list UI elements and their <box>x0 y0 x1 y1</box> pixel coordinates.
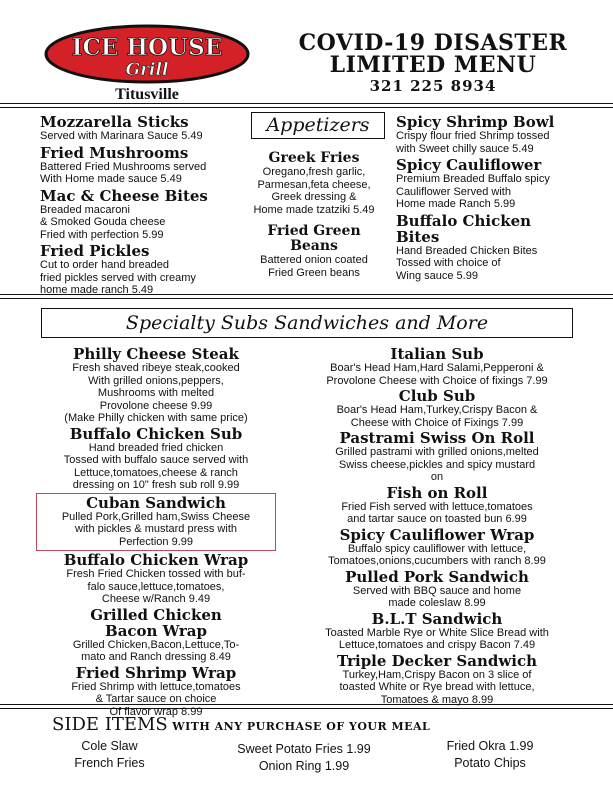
menu-item <box>40 114 250 143</box>
side-items-title: SIDE ITEMS <box>52 714 168 735</box>
item-name: Spicy Cauliflower Wrap <box>339 525 535 544</box>
item-name: Mac & Cheese Bites <box>40 186 208 205</box>
item-desc: Hand Breaded Chicken Bites Tossed with choice of Wing sauce 5.99 <box>396 244 538 282</box>
item-name: Triple Decker Sandwich <box>337 651 537 670</box>
item-desc: Premium Breaded Buffalo spicy Cauliflower Served with Home made Ranch 5.99 <box>396 173 550 210</box>
item-desc: Grilled Chicken,Bacon,Lettuce,To- mato and Ranch dressing 8.49 <box>72 638 240 663</box>
item-name: Italian Sub <box>390 345 484 363</box>
side-item: Fried Okra 1.99 <box>446 739 534 753</box>
item-desc: Cut to order hand breaded fried pickles served with creamy home made ranch 5.49 <box>40 259 196 296</box>
title-line1: COVID-19 DISASTER <box>298 30 568 56</box>
menu-item <box>292 569 582 610</box>
phone-number: 321 225 8934 <box>369 77 497 95</box>
side-item: French Fries <box>74 756 145 770</box>
appetizers-label: Appetizers <box>251 112 385 139</box>
item-desc: Buffalo spicy cauliflower with lettuce, Tomatoes,onions,cucumbers with ranch 8.99 <box>328 542 546 567</box>
item-name: Buffalo Chicken Sub <box>69 424 243 443</box>
subs-label: Specialty Subs Sandwiches and More <box>41 308 573 338</box>
item-desc: Boar's Head Ham,Turkey,Crispy Bacon & Cheese with Choice of Fixings 7.99 <box>336 404 538 429</box>
menu-item <box>292 430 582 484</box>
logo-top-text: ICE HOUSE <box>71 34 223 61</box>
item-name: Grilled Chicken Bacon Wrap <box>90 605 222 640</box>
menu-item <box>292 485 582 526</box>
item-desc: Served with Marinara Sauce 5.49 <box>40 130 203 142</box>
menu-item <box>292 611 582 652</box>
title-line2: LIMITED MENU <box>329 52 537 78</box>
item-name: Greek Fries <box>268 150 360 166</box>
item-desc: Served with BBQ sauce and home made coleslaw 8.99 <box>352 584 522 609</box>
sides-column-3 <box>420 738 560 772</box>
menu-item <box>238 151 390 216</box>
item-desc: Battered Fried Mushrooms served With Home made sauce 5.49 <box>40 160 207 185</box>
menu-item <box>292 653 582 707</box>
item-name: Spicy Cauliflower <box>396 156 542 174</box>
item-name: Fried Green Beans <box>267 223 361 254</box>
side-items-heading <box>52 714 430 735</box>
item-name: Club Sub <box>398 387 476 405</box>
item-desc: Turkey,Ham,Crispy Bacon on 3 slice of toasted White or Rye bread with lettuce, Tomatoes & mayo 8.99 <box>339 668 535 706</box>
menu-item <box>396 213 606 283</box>
item-name: Fried Mushrooms <box>40 143 189 162</box>
menu-item <box>396 157 606 211</box>
item-name: Buffalo Chicken Wrap <box>63 551 249 569</box>
appetizers-center-column <box>238 151 390 281</box>
menu-item <box>40 188 250 242</box>
item-name: Pastrami Swiss On Roll <box>339 429 535 447</box>
side-item: Onion Ring 1.99 <box>258 759 350 773</box>
item-desc: Toasted Marble Rye or White Slice Bread with Lettuce,tomatoes and crispy Bacon 7.49 <box>325 626 549 651</box>
side-item: Sweet Potato Fries 1.99 <box>237 742 371 756</box>
logo-script-text: Grill <box>125 60 169 80</box>
menu-item <box>396 114 606 155</box>
item-desc: Oregano,fresh garlic, Parmesan,feta cheese, Greek dressing & Home made tzatziki 5.49 <box>253 166 375 216</box>
sides-column-2 <box>214 741 394 775</box>
menu-item <box>36 552 276 606</box>
appetizers-right-column <box>396 114 606 284</box>
item-desc: Fried Shrimp with lettuce,tomatoes & Tartar sauce on choice Of flavor wrap 8.99 <box>71 680 241 718</box>
item-name: Spicy Shrimp Bowl <box>396 113 555 131</box>
divider-bottom <box>0 704 613 709</box>
side-item: Cole Slaw <box>81 739 138 753</box>
item-name: Buffalo Chicken Bites <box>396 211 532 246</box>
side-items-subtitle: WITH ANY PURCHASE OF YOUR MEAL <box>172 720 431 733</box>
menu-item <box>292 527 582 568</box>
appetizers-left-column <box>40 114 250 299</box>
divider-middle <box>0 294 613 299</box>
sides-column-1 <box>52 738 167 772</box>
item-name: Fried Pickles <box>40 242 150 260</box>
side-item: Potato Chips <box>454 756 526 770</box>
menu-title <box>272 32 594 95</box>
item-desc: Pulled Pork,Grilled ham,Swiss Cheese with pickles & mustard press with Perfection 9.99 <box>61 510 251 548</box>
item-desc: Boar's Head Ham,Hard Salami,Pepperoni & Provolone Cheese with Choice of fixings 7.99 <box>326 362 548 387</box>
menu-item <box>36 607 276 664</box>
menu-item <box>292 388 582 429</box>
item-desc: Hand breaded fried chicken Tossed with buffalo sauce served with Lettuce,tomatoes,cheese & ranch dressing on 10" fresh sub roll 9.99 <box>63 441 249 491</box>
menu-item <box>36 346 276 425</box>
item-desc: Crispy flour fried Shrimp tossed with Sweet chilly sauce 5.49 <box>396 130 550 155</box>
menu-item <box>36 426 276 492</box>
logo-city: Titusville <box>115 86 179 103</box>
item-desc: Grilled pastrami with grilled onions,melted Swiss cheese,pickles and spicy mustard on <box>335 446 539 483</box>
item-name: Fried Shrimp Wrap <box>75 663 237 682</box>
item-desc: Battered onion coated Fried Green beans <box>260 254 368 279</box>
item-desc: Breaded macaroni & Smoked Gouda cheese Fried with perfection 5.99 <box>40 203 166 241</box>
item-desc: Fried Fish served with lettuce,tomatoes and tartar sauce on toasted bun 6.99 <box>341 500 533 525</box>
ice-house-grill-logo <box>44 24 250 103</box>
item-name: Philly Cheese Steak <box>73 345 239 363</box>
item-name: Fish on Roll <box>386 483 488 502</box>
item-desc: Fresh Fried Chicken tossed with buf- falo sauce,lettuce,tomatoes, Cheese w/Ranch 9.49 <box>66 568 246 605</box>
menu-item <box>36 665 276 719</box>
divider-top <box>0 103 613 108</box>
item-name: Pulled Pork Sandwich <box>345 567 529 586</box>
menu-item-highlighted <box>36 493 276 552</box>
menu-item <box>40 145 250 186</box>
item-desc: Fresh shaved ribeye steak,cooked With grilled onions,peppers, Mushrooms with melted Provolone cheese 9.99 (Make Philly chicken with same price) <box>64 362 248 424</box>
item-name: B.L.T Sandwich <box>371 609 503 628</box>
item-name: Cuban Sandwich <box>86 493 226 512</box>
logo-ellipse <box>44 24 250 86</box>
subs-right-column <box>292 346 582 707</box>
item-name: Mozzarella Sticks <box>40 113 189 131</box>
menu-item <box>292 346 582 387</box>
menu-item <box>40 243 250 297</box>
menu-item <box>238 224 390 279</box>
subs-left-column <box>36 346 276 719</box>
